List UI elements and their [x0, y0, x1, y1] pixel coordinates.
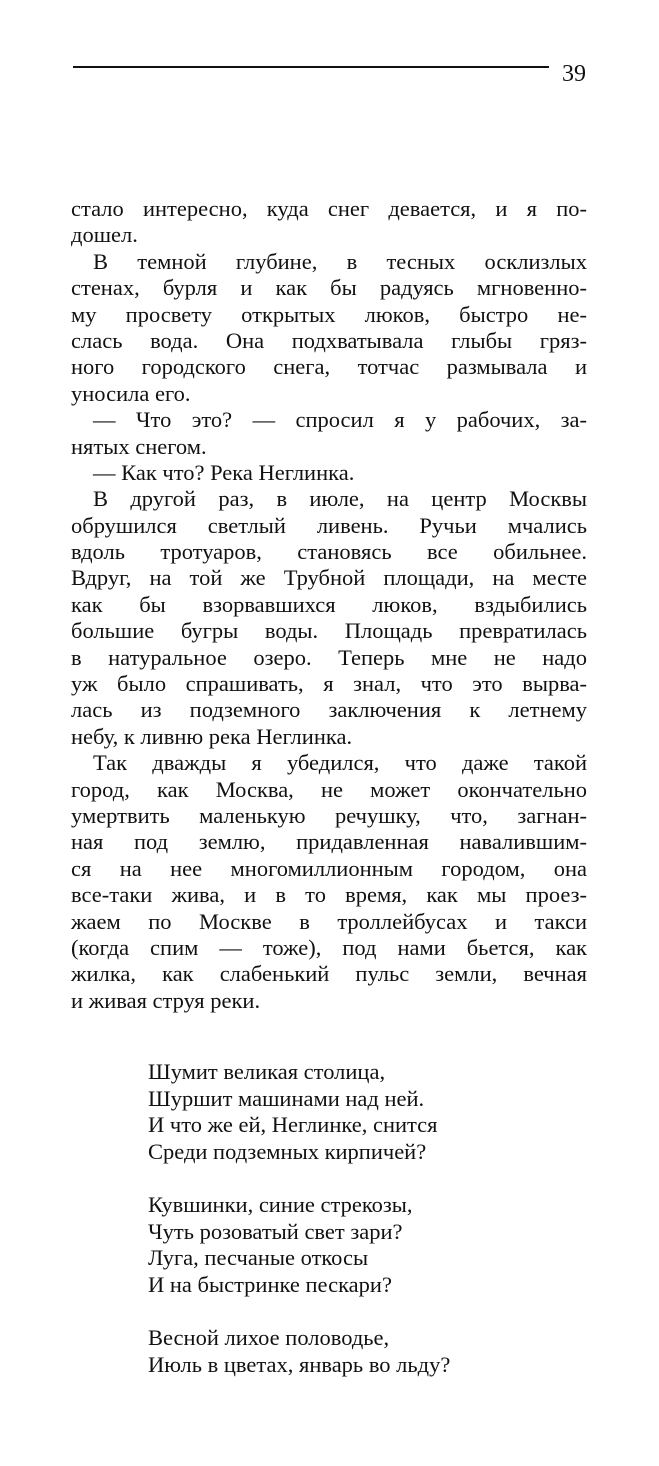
text-line: как бы взорвавшихся люков, вздыбились	[71, 591, 587, 617]
text-line: ного городского снега, тотчас размывала и	[71, 354, 587, 380]
text-line: ная под землю, придавленная навалившим-	[71, 829, 587, 855]
stanza-gap	[148, 1165, 450, 1192]
text-line: уж было спрашивать, я знал, что это вырва-	[71, 671, 587, 697]
text-line: жаем по Москве в троллейбусах и такси	[71, 908, 587, 934]
verse-line: Кувшинки, синие стрекозы,	[148, 1191, 413, 1217]
text-line: — Что это? — спросил я у рабочих, за-	[93, 407, 587, 433]
verse-line: Весной лихое половодье,	[148, 1324, 390, 1350]
text-line: Вдруг, на той же Трубной площади, на месте	[71, 565, 587, 591]
text-line: в натуральное озеро. Теперь мне не надо	[71, 644, 587, 670]
text-line: ся на нее многомиллионным городом, она	[71, 855, 587, 881]
text-line: В другой раз, в июле, на центр Москвы	[93, 486, 587, 512]
paragraph-3	[71, 407, 587, 460]
text-line: уносила его.	[71, 380, 191, 406]
text-line: город, как Москва, не может окончательно	[71, 776, 587, 802]
stanza-1	[148, 1059, 450, 1165]
verse-line: И на быстринке пескари?	[148, 1271, 392, 1297]
poem	[148, 1059, 450, 1378]
verse-line: Шуршит машинами над ней.	[148, 1085, 425, 1111]
text-line: В темной глубине, в тесных осклизлых	[93, 248, 587, 274]
text-line: жилка, как слабенький пульс земли, вечная	[71, 961, 587, 987]
text-line: небу, к ливню река Неглинка.	[71, 723, 353, 749]
verse-line: Среди подземных кирпичей?	[148, 1138, 427, 1164]
text-line: (когда спим — тоже), под нами бьется, как	[71, 934, 587, 960]
verse-line: Шумит великая столица,	[148, 1059, 386, 1084]
text-line: вдоль тротуаров, становясь все обильнее.	[71, 539, 587, 565]
text-line: обрушился светлый ливень. Ручьи мчались	[71, 512, 587, 538]
paragraph-6	[71, 750, 587, 1014]
text-line: Так дважды я убедился, что даже такой	[93, 750, 587, 776]
text-line: стало интересно, куда снег девается, и я по-	[71, 196, 587, 221]
stanza-gap	[148, 1298, 450, 1325]
text-line: большие бугры воды. Площадь превратилась	[71, 618, 587, 644]
stanza-2	[148, 1192, 450, 1298]
stanza-3	[148, 1325, 450, 1378]
text-line: нятых снегом.	[71, 433, 207, 459]
text-line: слась вода. Она подхватывала глыбы гряз-	[71, 327, 587, 353]
header-rule	[73, 66, 549, 68]
paragraph-2	[71, 249, 587, 407]
verse-line: И что же ей, Неглинке, снится	[148, 1112, 438, 1138]
paragraph-4	[71, 460, 587, 486]
text-line: умертвить маленькую речушку, что, загнан-	[71, 802, 587, 828]
text-line: дошел.	[71, 222, 138, 248]
text-line: лась из подземного заключения к летнему	[71, 697, 587, 723]
text-line: му просвету открытых люков, быстро не-	[71, 301, 587, 327]
verse-line: Июль в цветах, январь во льду?	[148, 1351, 451, 1377]
paragraph-5	[71, 486, 587, 750]
text-line: стенах, бурля и как бы радуясь мгновенно-	[71, 275, 587, 301]
text-line: — Как что? Река Неглинка.	[93, 459, 355, 485]
text-line: и живая струя реки.	[71, 987, 261, 1013]
verse-line: Чуть розоватый свет зари?	[148, 1218, 403, 1244]
text-line: все-таки жива, и в то время, как мы проез-	[71, 882, 587, 908]
verse-line: Луга, песчаные откосы	[148, 1245, 369, 1271]
page-number: 39	[562, 61, 586, 87]
prose-body	[71, 196, 587, 1014]
paragraph-1	[71, 196, 587, 249]
